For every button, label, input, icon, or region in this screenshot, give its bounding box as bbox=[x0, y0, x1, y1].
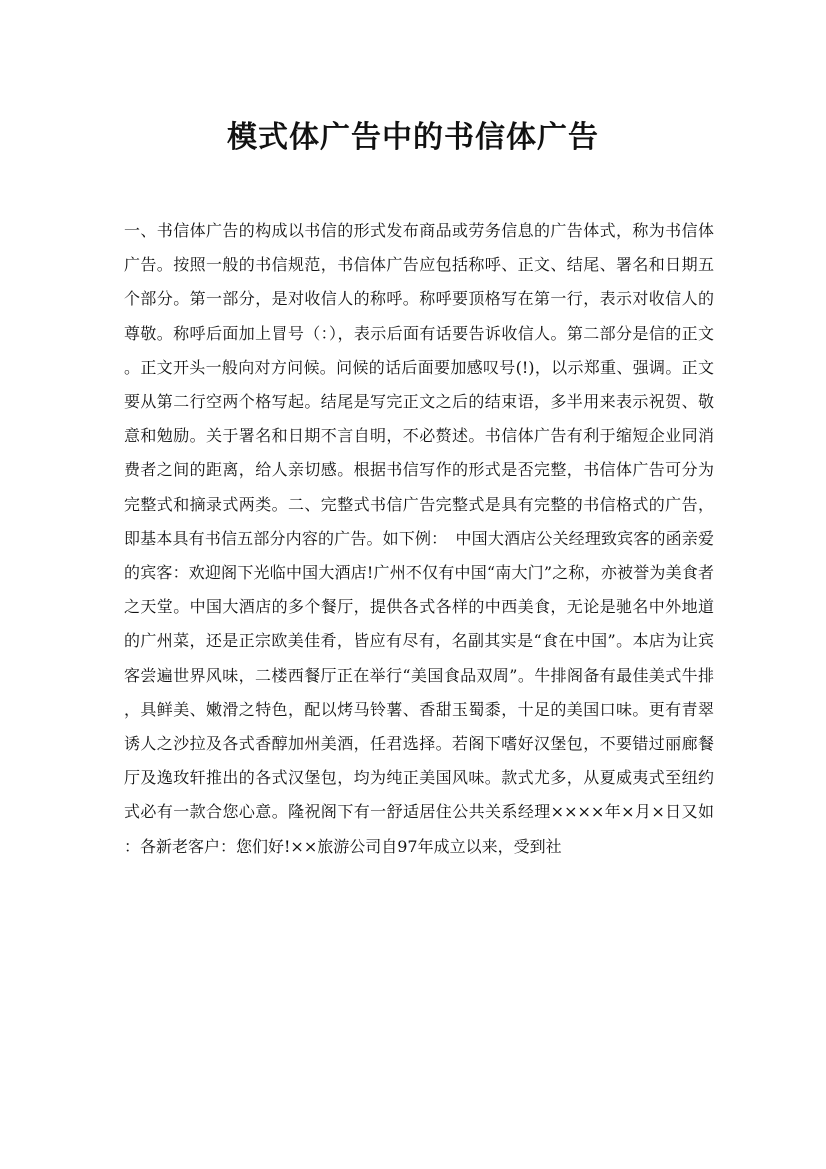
document-title: 模式体广告中的书信体广告 bbox=[227, 120, 599, 155]
document-body-paragraph: 一、书信体广告的构成以书信的形式发布商品或劳务信息的广告体式，称为书信体广告。按照一般的书信规范，书信体广告应包括称呼、正文、结尾、署名和日期五个部分。第一部分，是对收信人的称呼。称呼要顶格写在第一行，表示对收信人的尊敬。称呼后面加上冒号（：），表示后面有话要告诉收信人。第二部分是信的正文。正文开头一般向对方问候。问候的话后面要加感叹号(!)，以示郑重、强调。正文要从第二行空两个格写起。结尾是写完正文之后的结束语，多半用来表示祝贺、敬意和勉励。关于署名和日期不言自明，不必赘述。书信体广告有利于缩短企业同消费者之间的距离，给人亲切感。根据书信写作的形式是否完整，书信体广告可分为完整式和摘录式两类。二、完整式书信广告完整式是具有完整的书信格式的广告，即基本具有书信五部分内容的广告。如下例： 中国大酒店公关经理致宾客的函亲爱的宾客：欢迎阁下光临中国大酒店!广州不仅有中国“南大门”之称，亦被誉为美食者之天堂。中国大酒店的多个餐厅，提供各式各样的中西美食，无论是驰名中外地道的广州菜，还是正宗欧美佳肴，皆应有尽有，名副其实是“食在中国”。本店为让宾客尝遍世界风味，二楼西餐厅正在举行“美国食品双周”。牛排阁备有最佳美式牛排，具鲜美、嫩滑之特色，配以烤马铃薯、香甜玉蜀黍，十足的美国口味。更有青翠诱人之沙拉及各式香醇加州美酒，任君选择。若阁下嗜好汉堡包，不要错过丽廊餐厅及逸玫轩推出的各式汉堡包，均为纯正美国风味。款式尤多，从夏威夷式至纽约式必有一款合您心意。隆祝阁下有一舒适居住公共关系经理××××年×月×日又如：各新老客户：您们好!××旅游公司自97年成立以来，受到社 bbox=[124, 221, 714, 856]
